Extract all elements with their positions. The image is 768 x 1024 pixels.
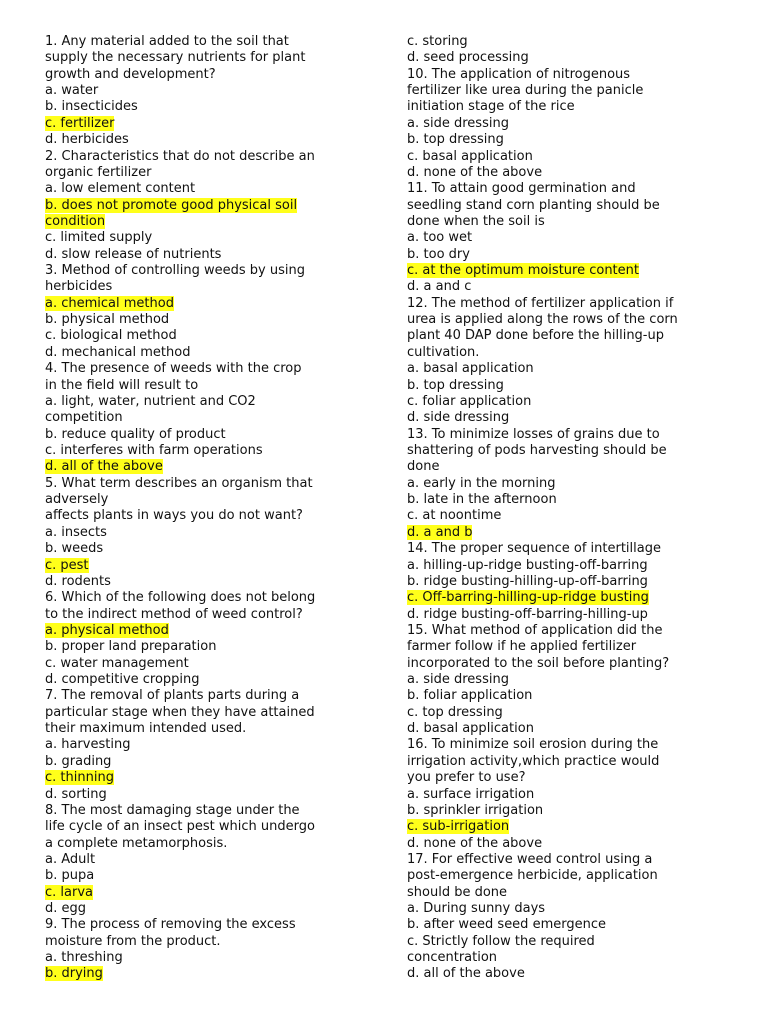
text-line [45,427,385,443]
text-line [45,558,385,574]
text-line [407,50,737,66]
text-line [407,132,737,148]
highlighted-answer: c. pest [45,557,89,573]
text-line [45,394,385,410]
text-line [45,607,385,623]
text-line [45,721,385,737]
line-text: to the indirect method of weed control? [45,606,303,622]
line-text: done [407,459,440,475]
text-line [407,83,737,99]
text-line [45,345,385,361]
highlighted-answer: d. all of the above [45,459,163,475]
highlighted-answer: c. at the optimum moisture content [407,263,639,279]
highlighted-answer: a. chemical method [45,295,174,311]
line-text: irrigation activity,which practice would [407,753,660,769]
line-text: c. foliar application [407,393,532,409]
text-line [45,803,385,819]
text-line [407,787,737,803]
text-line [407,901,737,917]
highlighted-answer: c. thinning [45,770,114,786]
text-line [407,525,737,541]
text-line [45,443,385,459]
text-line [407,279,737,295]
text-line [407,476,737,492]
text-line [45,754,385,770]
text-line [45,410,385,426]
line-text: b. after weed seed emergence [407,917,606,933]
line-text: c. limited supply [45,230,153,246]
line-text: growth and development? [45,66,216,82]
line-text: shattering of pods harvesting should be [407,442,667,458]
line-text: d. all of the above [407,966,525,982]
line-text: initiation stage of the rice [407,99,575,115]
text-line [407,819,737,835]
line-text: b. sprinkler irrigation [407,802,544,818]
line-text: 15. What method of application did the [407,622,663,638]
text-line [407,443,737,459]
line-text: affects plants in ways you do not want? [45,508,303,524]
line-text: b. foliar application [407,688,533,704]
line-text: 10. The application of nitrogenous [407,66,631,82]
text-line [407,574,737,590]
line-text: b. top dressing [407,132,504,148]
line-text: c. biological method [45,328,177,344]
line-text: a. early in the morning [407,475,556,491]
text-line [45,312,385,328]
text-line [45,590,385,606]
text-line [407,312,737,328]
line-text: d. mechanical method [45,344,191,360]
line-text: organic fertilizer [45,164,152,180]
line-text: c. Strictly follow the required [407,933,595,949]
highlighted-answer: c. sub-irrigation [407,819,510,835]
text-line [45,263,385,279]
text-line [45,819,385,835]
text-line [407,198,737,214]
text-line [407,754,737,770]
text-line [407,378,737,394]
text-line [45,328,385,344]
line-text: 14. The proper sequence of intertillage [407,541,661,557]
line-text: plant 40 DAP done before the hilling-up [407,328,664,344]
text-line [45,541,385,557]
highlighted-answer: b. drying [45,966,103,982]
line-text: herbicides [45,279,113,295]
text-line [45,165,385,181]
line-text: incorporated to the soil before planting? [407,655,670,671]
line-text: a. low element content [45,181,196,197]
line-text: a. basal application [407,361,534,377]
text-line [45,787,385,803]
text-line [45,885,385,901]
line-text: cultivation. [407,344,480,360]
text-line [407,541,737,557]
line-text: a. side dressing [407,672,509,688]
line-text: b. reduce quality of product [45,426,226,442]
line-text: d. none of the above [407,164,543,180]
text-line [45,737,385,753]
line-text: b. physical method [45,312,170,328]
line-text: d. side dressing [407,410,510,426]
line-text: a. too wet [407,230,473,246]
text-line [45,574,385,590]
line-text: should be done [407,884,508,900]
text-line [407,803,737,819]
text-line [407,770,737,786]
line-text: b. ridge busting-hilling-up-off-barring [407,573,648,589]
line-text: their maximum intended used. [45,721,247,737]
text-line [407,934,737,950]
highlighted-answer: c. fertilizer [45,115,115,131]
line-text: d. basal application [407,721,534,737]
line-text: 12. The method of fertilizer application if [407,295,674,311]
text-line [407,721,737,737]
text-line [45,230,385,246]
line-text: d. ridge busting-off-barring-hilling-up [407,606,648,622]
text-line [407,836,737,852]
text-line [45,770,385,786]
line-text: a complete metamorphosis. [45,835,228,851]
text-line [407,966,737,982]
text-line [45,378,385,394]
text-line [407,656,737,672]
text-line [45,950,385,966]
highlighted-answer: c. Off-barring-hilling-up-ridge busting [407,590,649,606]
line-text: d. herbicides [45,132,129,148]
line-text: b. top dressing [407,377,504,393]
line-text: farmer follow if he applied fertilizer [407,639,637,655]
line-text: fertilizer like urea during the panicle [407,83,644,99]
line-text: adversely [45,492,109,508]
text-line [45,34,385,50]
text-line [407,492,737,508]
line-text: 1. Any material added to the soil that [45,34,289,49]
line-text: supply the necessary nutrients for plant [45,50,306,66]
line-text: concentration [407,950,498,966]
text-line [45,836,385,852]
line-text: urea is applied along the rows of the corn [407,312,678,328]
line-text: in the field will result to [45,377,199,393]
text-line [45,132,385,148]
line-text: c. interferes with farm operations [45,442,263,458]
line-text: post-emergence herbicide, application [407,868,658,884]
line-text: b. proper land preparation [45,639,217,655]
text-line [407,361,737,377]
text-line [45,934,385,950]
text-line [45,214,385,230]
line-text: seedling stand corn planting should be [407,197,660,213]
text-line [45,623,385,639]
line-text: d. slow release of nutrients [45,246,222,262]
text-line [407,688,737,704]
text-line [407,623,737,639]
text-line [407,263,737,279]
text-line [407,214,737,230]
text-line [407,705,737,721]
line-text: d. a and c [407,279,472,295]
highlighted-answer: condition [45,213,106,229]
text-line [45,296,385,312]
text-line [407,427,737,443]
line-text: a. water [45,83,99,99]
line-text: a. Adult [45,851,96,867]
line-text: 11. To attain good germination and [407,181,636,197]
line-text: d. none of the above [407,835,543,851]
line-text: a. light, water, nutrient and CO2 [45,393,256,409]
line-text: d. rodents [45,573,111,589]
text-line [45,705,385,721]
text-line [407,345,737,361]
line-text: 3. Method of controlling weeds by using [45,263,305,279]
line-text: b. late in the afternoon [407,492,557,508]
text-line [45,459,385,475]
text-line [407,672,737,688]
text-line [45,99,385,115]
line-text: a. insects [45,524,107,540]
text-line [407,737,737,753]
text-line [407,639,737,655]
line-text: 5. What term describes an organism that [45,475,313,491]
text-line [45,508,385,524]
text-line [45,901,385,917]
text-line [45,247,385,263]
text-line [45,492,385,508]
text-line [407,558,737,574]
text-line [407,67,737,83]
line-text: c. at noontime [407,508,502,524]
line-text: 16. To minimize soil erosion during the [407,737,659,753]
line-text: 9. The process of removing the excess [45,917,296,933]
line-text: c. water management [45,655,189,671]
line-text: d. egg [45,901,87,917]
text-line [45,149,385,165]
line-text: b. weeds [45,541,104,557]
text-line [45,917,385,933]
right-column [407,34,737,983]
text-line [407,181,737,197]
text-line [407,247,737,263]
text-line [45,67,385,83]
text-line [407,394,737,410]
text-line [407,328,737,344]
text-line [45,656,385,672]
text-line [45,83,385,99]
text-line [407,230,737,246]
text-line [45,672,385,688]
text-line [407,149,737,165]
line-text: b. too dry [407,246,470,262]
line-text: a. harvesting [45,737,131,753]
line-text: competition [45,410,123,426]
line-text: 8. The most damaging stage under the [45,802,300,818]
line-text: c. basal application [407,148,533,164]
line-text: c. storing [407,34,468,49]
text-line [407,607,737,623]
highlighted-answer: b. does not promote good physical soil [45,197,298,213]
line-text: 4. The presence of weeds with the crop [45,361,302,377]
line-text: b. grading [45,753,112,769]
text-line [407,590,737,606]
highlighted-answer: c. larva [45,884,93,900]
text-line [407,99,737,115]
highlighted-answer: a. physical method [45,622,169,638]
line-text: 7. The removal of plants parts during a [45,688,300,704]
highlighted-answer: d. a and b [407,524,473,540]
line-text: a. side dressing [407,115,509,131]
line-text: 17. For effective weed control using a [407,851,653,867]
line-text: you prefer to use? [407,770,526,786]
text-line [45,868,385,884]
text-line [45,525,385,541]
text-line [45,50,385,66]
left-column [45,34,385,983]
line-text: a. surface irrigation [407,786,535,802]
text-line [45,116,385,132]
line-text: a. threshing [45,950,123,966]
text-line [407,868,737,884]
line-text: 13. To minimize losses of grains due to [407,426,660,442]
text-line [407,165,737,181]
text-line [45,361,385,377]
text-line [45,476,385,492]
line-text: d. sorting [45,786,107,802]
line-text: a. During sunny days [407,901,546,917]
line-text: 6. Which of the following does not belong [45,590,316,606]
text-line [407,508,737,524]
line-text: b. pupa [45,868,95,884]
text-line [45,279,385,295]
text-line [407,34,737,50]
line-text: a. hilling-up-ridge busting-off-barring [407,557,648,573]
line-text: c. top dressing [407,704,503,720]
text-line [407,296,737,312]
text-line [407,116,737,132]
text-line [45,966,385,982]
text-line [45,688,385,704]
text-line [407,459,737,475]
line-text: 2. Characteristics that do not describe an [45,148,315,164]
line-text: done when the soil is [407,213,545,229]
text-line [407,950,737,966]
text-line [407,917,737,933]
line-text: d. seed processing [407,50,529,66]
text-line [45,198,385,214]
line-text: life cycle of an insect pest which undergo [45,819,315,835]
line-text: particular stage when they have attained [45,704,315,720]
line-text: d. competitive cropping [45,672,200,688]
text-line [407,885,737,901]
text-line [407,852,737,868]
text-line [45,181,385,197]
text-line [407,410,737,426]
line-text: moisture from the product. [45,933,221,949]
text-line [45,852,385,868]
text-line [45,639,385,655]
line-text: b. insecticides [45,99,138,115]
